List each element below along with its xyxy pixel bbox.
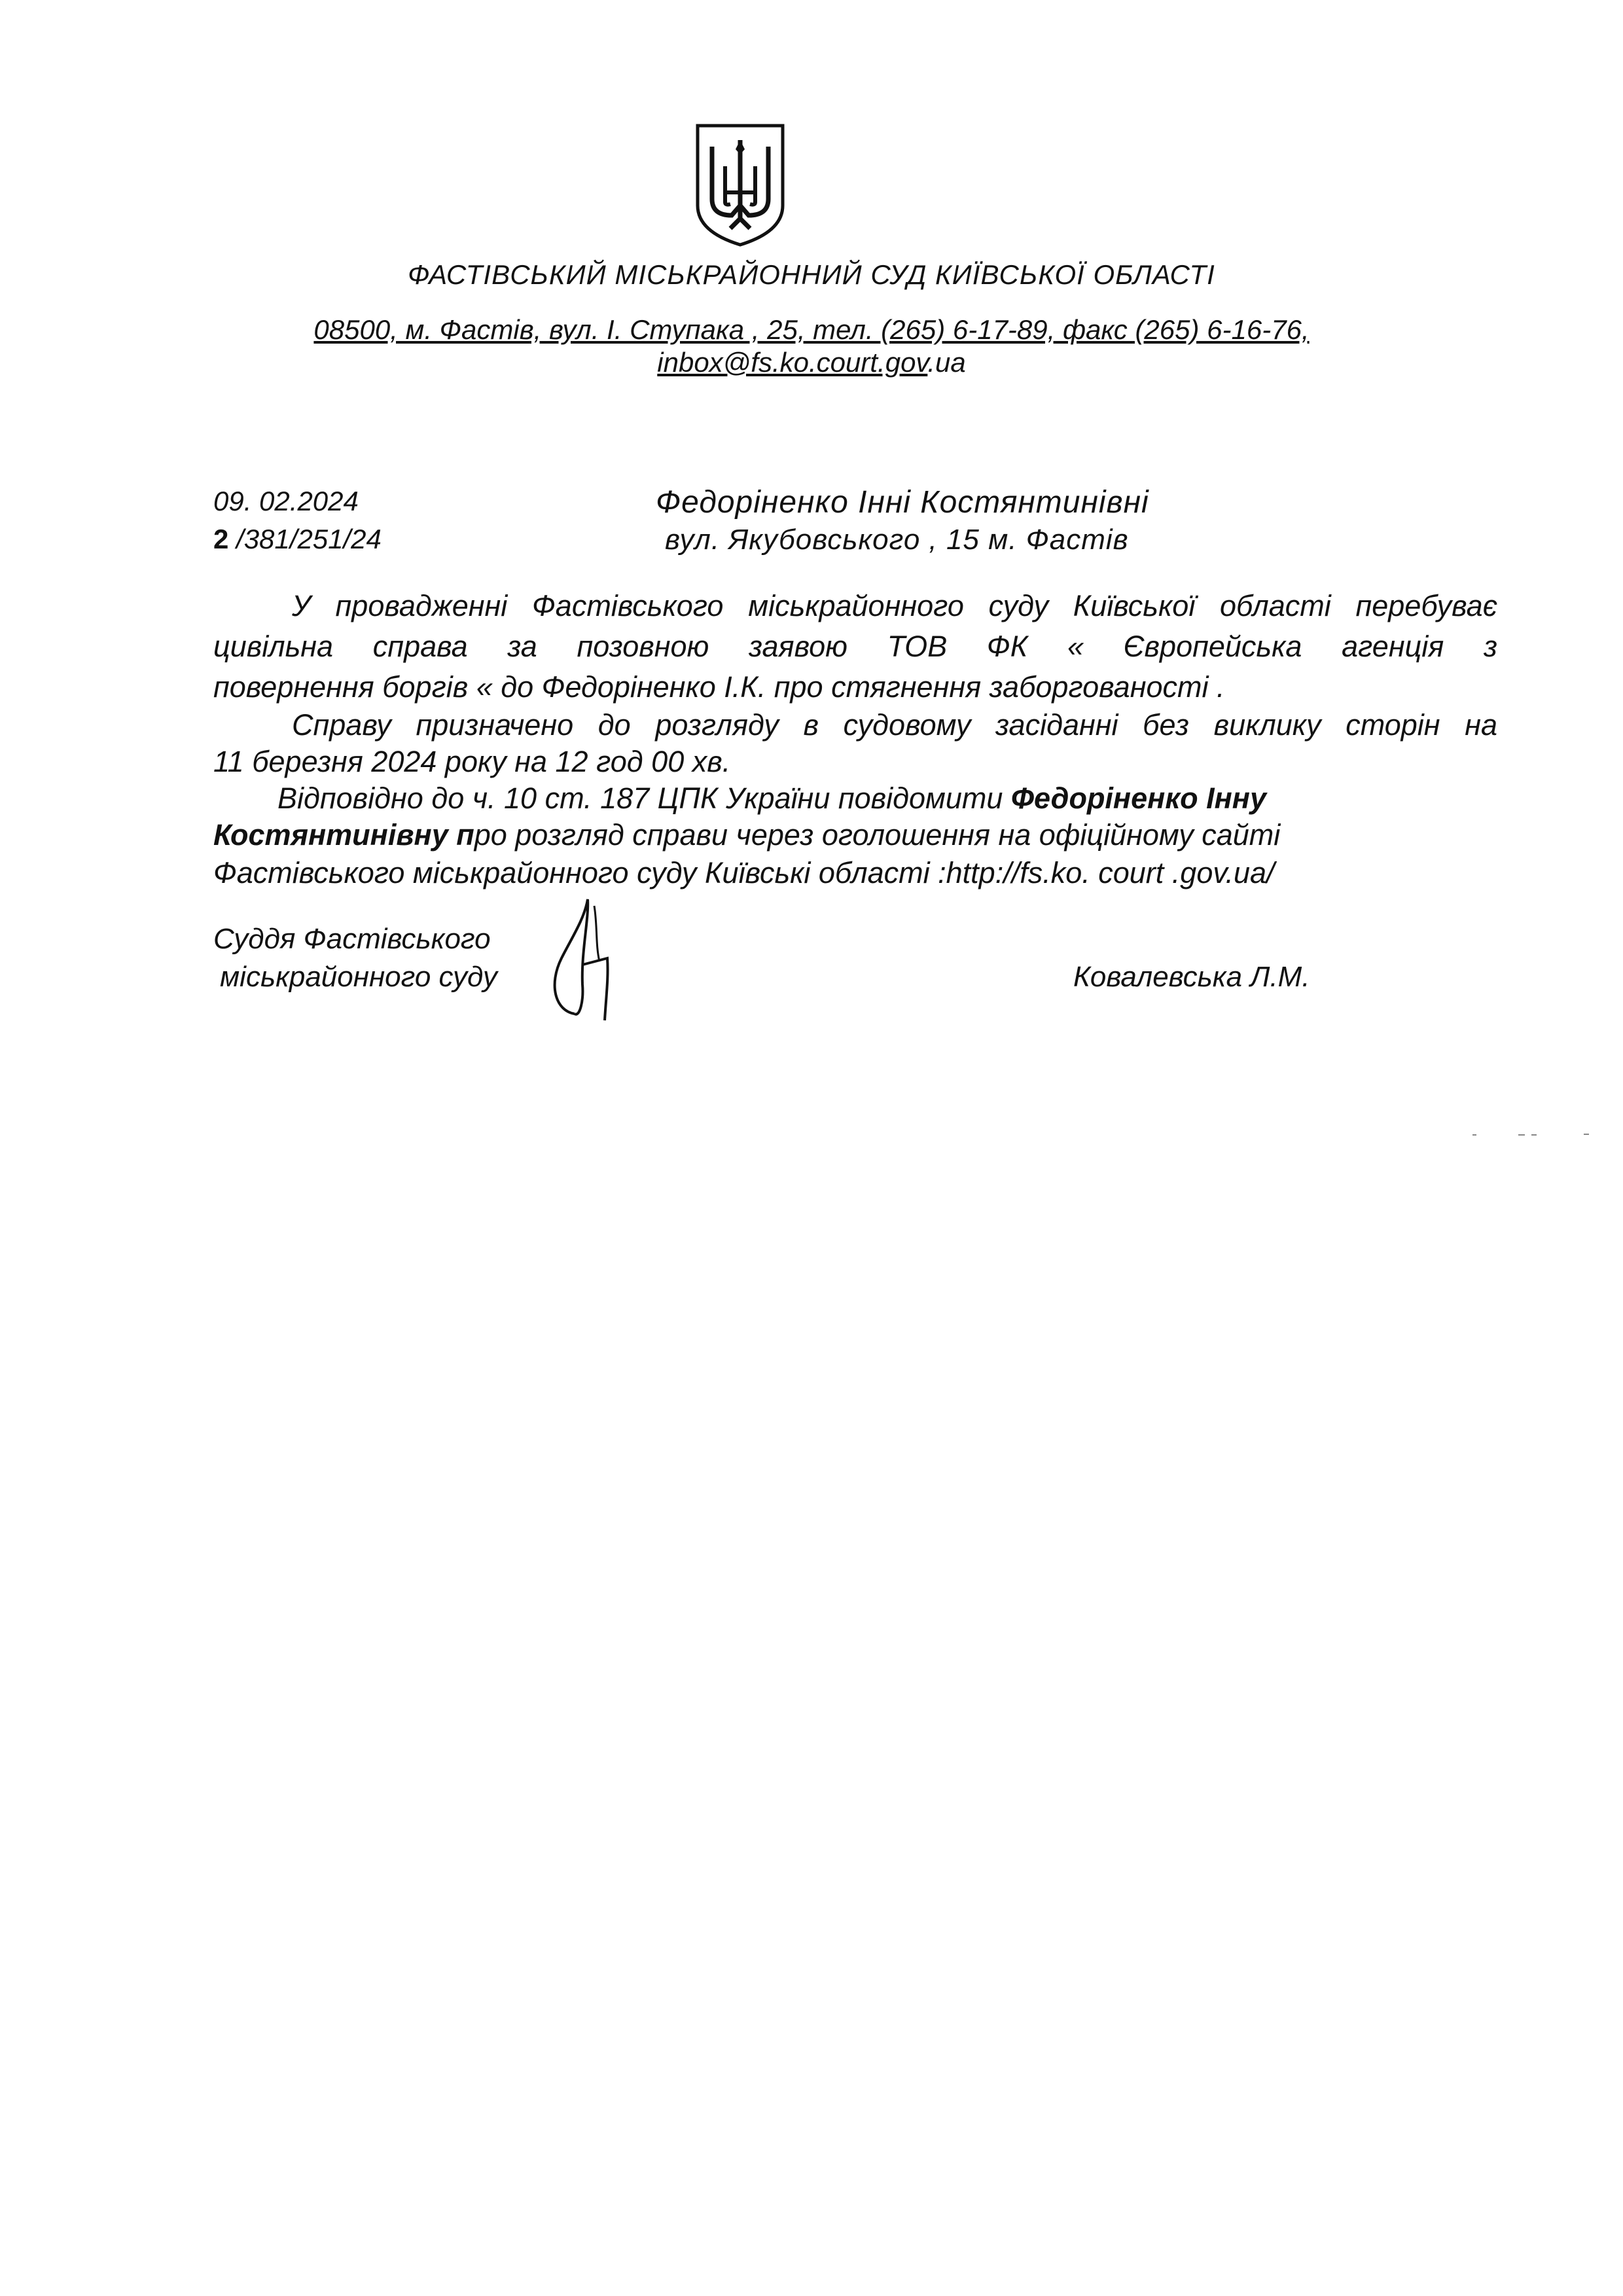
- court-name: ФАСТІВСЬКИЙ МІСЬКРАЙОННИЙ СУД КИЇВСЬКОЇ ОБЛАСТІ: [408, 259, 1215, 290]
- judge-name: Ковалевська Л.М.: [1073, 961, 1310, 993]
- scan-specks-icon: [1466, 1131, 1610, 1139]
- recipient-address: вул. Якубовського , 15 м. Фастів: [665, 524, 1129, 556]
- body-line-1: У провадженні Фастівського міськрайонного суду Київської області перебуває: [292, 589, 1497, 622]
- body-line-6-text: Відповідно до ч. 10 ст. 187 ЦПК України повідомити: [277, 781, 1011, 815]
- handwritten-signature-icon: [535, 893, 620, 1024]
- body-line-4: Справу призначено до розгляду в судовому засіданні без виклику сторін на: [292, 708, 1497, 742]
- trident-coat-of-arms-icon: [692, 120, 788, 249]
- body-line-7-bold-name: Костянтинівну п: [213, 818, 474, 852]
- document-date: 09. 02.2024: [213, 486, 359, 516]
- court-email-link[interactable]: inbox@fs.ko.court.gov: [657, 347, 928, 378]
- court-address: 08500, м. Фастів, вул. І. Ступака , 25, тел. (265) 6-17-89, факс (265) 6-16-76,: [313, 314, 1310, 345]
- court-email: [0, 347, 1623, 378]
- body-line-7-text: ро розгляд справи через оголошення на офіційному сайті: [474, 818, 1281, 852]
- court-email-suffix: .ua: [927, 347, 966, 378]
- body-line-7: [213, 818, 1280, 852]
- document-number-prefix: 2: [213, 524, 229, 554]
- body-line-2: цивільна справа за позовною заявою ТОВ ФК « Європейська агенція з: [213, 630, 1497, 663]
- body-line-6-bold-name: Федоріненко Інну: [1010, 781, 1267, 815]
- judge-title-line-2: міськрайонного суду: [220, 961, 497, 993]
- document-number-rest: /381/251/24: [228, 524, 382, 554]
- recipient-name: Федоріненко Інні Костянтинівні: [656, 485, 1149, 520]
- body-line-5: 11 березня 2024 року на 12 год 00 хв.: [213, 745, 731, 778]
- judge-title-line-1: Суддя Фастівського: [213, 923, 491, 955]
- body-line-6: [277, 781, 1266, 816]
- body-line-3: повернення боргів « до Федоріненко І.К. про стягнення заборгованості .: [213, 670, 1225, 704]
- body-line-8: Фастівського міськрайонного суду Київські області :http://fs.ko. court .gov.ua/: [213, 856, 1275, 889]
- document-number: [213, 524, 382, 555]
